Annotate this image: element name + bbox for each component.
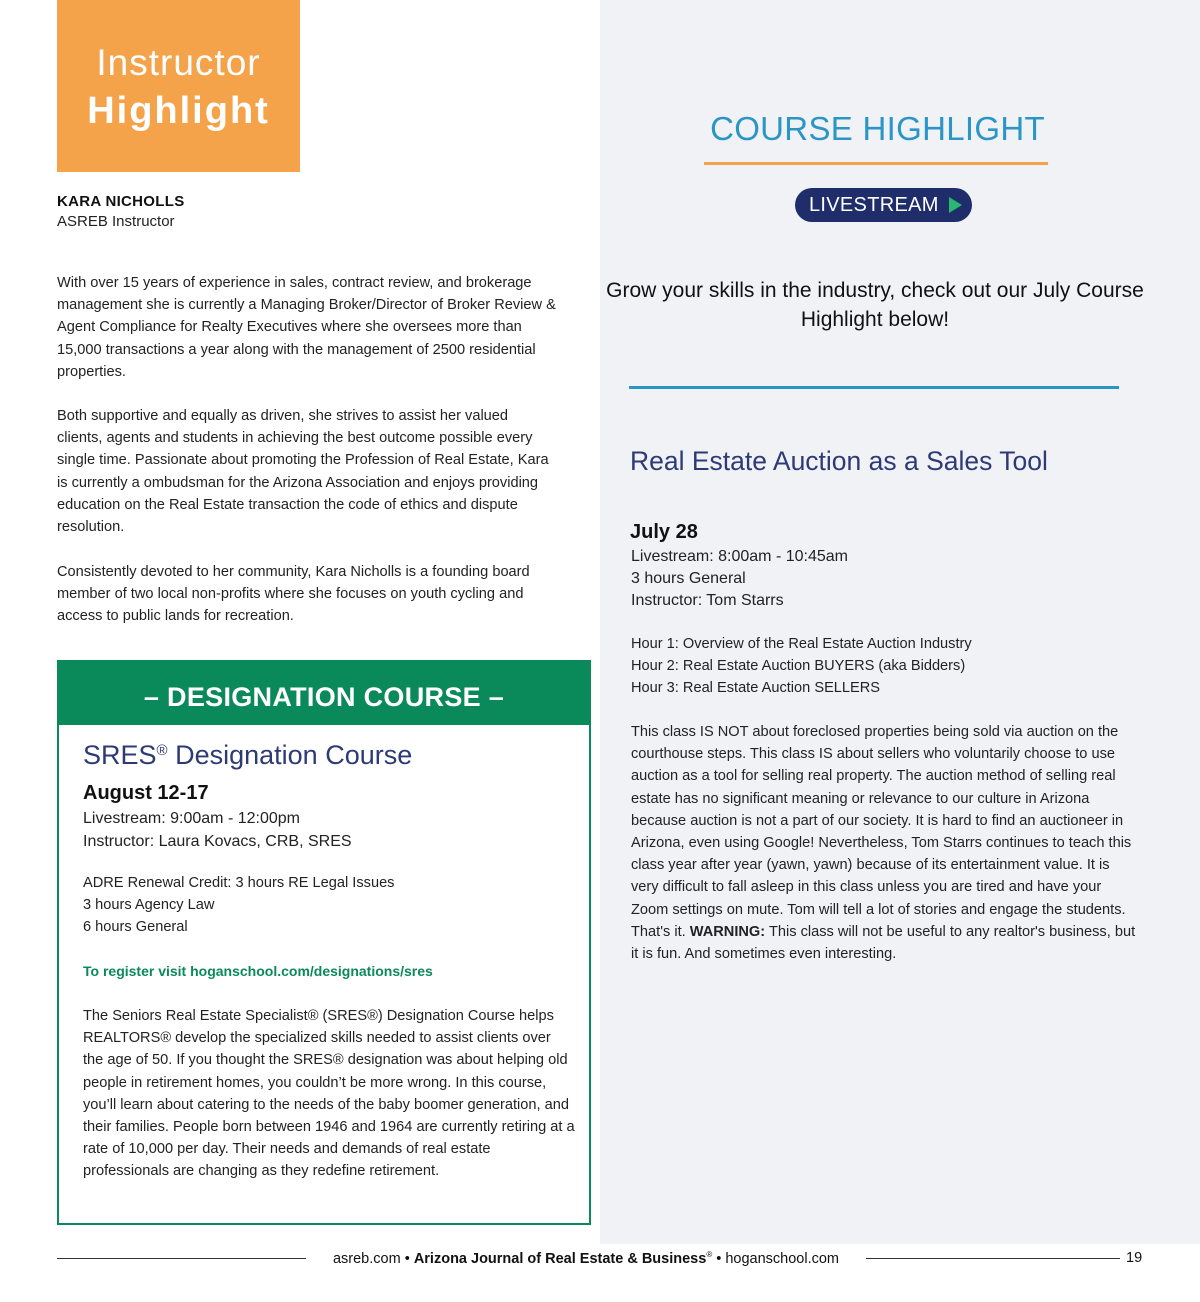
heading-underline [704, 162, 1048, 165]
register-link[interactable]: To register visit hoganschool.com/designations/sres [83, 963, 433, 979]
footer-left-link[interactable]: asreb.com [332, 1250, 401, 1267]
instructor-name: KARA NICHOLLS [57, 193, 185, 210]
credit-line: 3 hours Agency Law [83, 897, 215, 913]
designation-description: The Seniors Real Estate Specialist® (SRES®) Designation Course helps REALTORS® develop the specialized skills needed to assist clients over the age of 50. If you thought the SRES® designation was about helping old people in retirement homes, you couldn’t be more wrong. In this course, you’ll learn about catering to the needs of the baby boomer generation, and their families. People born between 1946 and 1964 are currently retiring at a rate of 10,000 per day. Their needs and demands of real estate professionals are changing as they redefine retirement. [83, 1008, 575, 1180]
credit-line: 6 hours General [83, 919, 188, 935]
course-detail-line: 3 hours General [631, 570, 746, 587]
designation-header: – DESIGNATION COURSE – [59, 662, 589, 725]
designation-title-suffix: Designation Course [167, 740, 413, 770]
footer-right-link[interactable]: hoganschool.com [725, 1250, 840, 1267]
designation-title-prefix: SRES [83, 740, 157, 770]
footer-publication: Arizona Journal of Real Estate & Business [413, 1250, 707, 1267]
designation-title [83, 740, 569, 771]
registered-mark: ® [156, 742, 168, 759]
course-details [631, 546, 848, 612]
designation-date: August 12-17 [83, 782, 209, 804]
bio-paragraph: Consistently devoted to her community, Kara Nicholls is a founding board member of two local non-profits where she focuses on youth cycling and access to public lands for recreation. [57, 564, 530, 625]
course-title: Real Estate Auction as a Sales Tool [630, 446, 1048, 476]
right-panel-background [600, 0, 1200, 1244]
course-highlight-heading: COURSE HIGHLIGHT [710, 110, 1045, 147]
banner-line-2: Highlight [87, 90, 270, 132]
hour-line: Hour 3: Real Estate Auction SELLERS [631, 680, 881, 696]
course-description-part: This class IS NOT about foreclosed properties being sold via auction on the courthouse steps. This class IS about sellers who voluntarily choose to use auction as a tool for selling real property. The auction method of selling real estate has no significant meaning or relevance to our culture in Arizona because auction is not a part of our society. It is hard to find an auctioneer in Arizona, even using Google! Nevertheless, Tom Starrs continues to teach this class year after year (yawn, yawn) because of its entertainment value. It is very difficult to fall asleep in this class unless you are tired and have your Zoom settings on mute. Tom will tell a lot of stories and engage the students. That's it. [631, 724, 1132, 940]
hour-line: Hour 1: Overview of the Real Estate Auction Industry [631, 636, 972, 652]
designation-detail-line: Instructor: Laura Kovacs, CRB, SRES [83, 833, 352, 850]
section-divider [629, 386, 1119, 389]
course-detail-line: Livestream: 8:00am - 10:45am [631, 548, 848, 565]
bio-paragraph: Both supportive and equally as driven, she strives to assist her valued clients, agents and students in achieving the best outcome possible every single time. Passionate about promoting the Profession of Real Estate, Kara is currently a ombudsman for the Arizona Association and enjoys providing education on the Real Estate transaction the code of ethics and dispute resolution. [57, 408, 549, 536]
course-description [631, 721, 1141, 965]
footer-rule-right [866, 1258, 1120, 1259]
banner-line-1: Instructor [96, 42, 261, 83]
footer-registered-mark: ® [706, 1250, 713, 1259]
instructor-highlight-banner [57, 0, 300, 172]
designation-details [83, 807, 569, 853]
footer-rule-left [57, 1258, 306, 1259]
course-date: July 28 [630, 521, 698, 543]
instructor-role: ASREB Instructor [57, 213, 175, 230]
hour-line: Hour 2: Real Estate Auction BUYERS (aka Bidders) [631, 658, 966, 674]
footer-separator: • [400, 1250, 414, 1267]
course-intro: Grow your skills in the industry, check out our July Course Highlight below! [606, 279, 1144, 331]
livestream-badge [795, 188, 972, 222]
livestream-label: LIVESTREAM [809, 194, 939, 216]
warning-label: WARNING: [689, 923, 766, 940]
course-description-part: This class will not be useful to any realtor's business, but it is fun. And sometimes even interesting. [631, 923, 1136, 963]
page-number: 19 [1126, 1250, 1143, 1266]
play-icon [949, 197, 962, 213]
designation-detail-line: Livestream: 9:00am - 12:00pm [83, 810, 300, 827]
course-detail-line: Instructor: Tom Starrs [631, 592, 784, 609]
course-hours [631, 633, 972, 699]
designation-credits [83, 872, 569, 938]
footer-separator: • [712, 1250, 726, 1267]
designation-course-box [57, 660, 591, 1225]
footer [312, 1250, 860, 1267]
bio-paragraph: With over 15 years of experience in sales, contract review, and brokerage management she is currently a Managing Broker/Director of Broker Review & Agent Compliance for Realty Executives where she oversees more than 15,000 transactions a year along with the management of 2500 residential properties. [57, 275, 556, 380]
credit-line: ADRE Renewal Credit: 3 hours RE Legal Issues [83, 875, 395, 891]
